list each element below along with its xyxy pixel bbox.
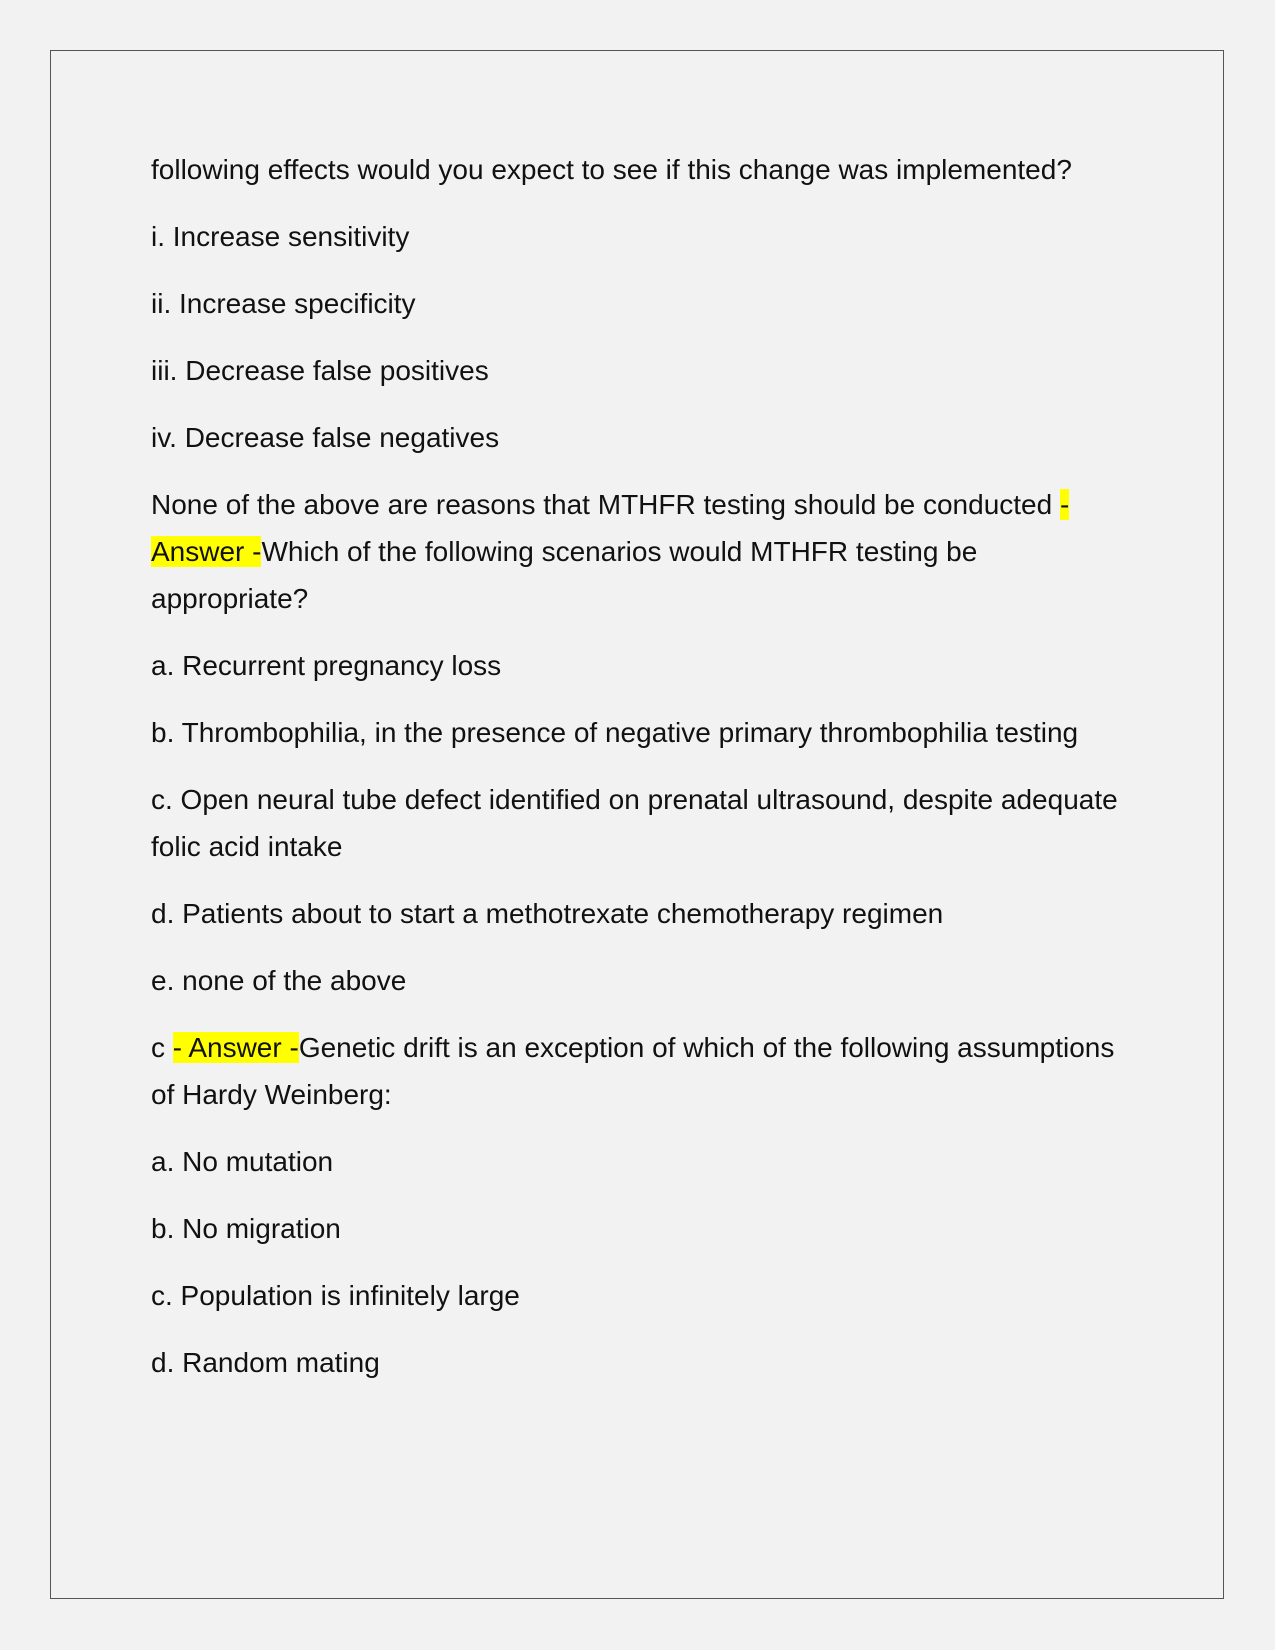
question-2-option-d: d. Patients about to start a methotrexate chemotherapy regimen xyxy=(151,898,944,929)
question-2-text: Which of the following scenarios would MTHFR testing be appropriate? xyxy=(151,536,978,614)
question-2-option-a: a. Recurrent pregnancy loss xyxy=(151,650,502,681)
question-1-option-iii: iii. Decrease false positives xyxy=(151,355,489,386)
document-body xyxy=(151,146,1141,1406)
question-3-option-c: c. Population is infinitely large xyxy=(151,1280,520,1311)
question-1-option-iv: iv. Decrease false negatives xyxy=(151,422,500,453)
question-3-text: Genetic drift is an exception of which of the following assumptions of Hardy Weinberg: xyxy=(151,1032,1115,1110)
answer-marker-highlight: - Answer - xyxy=(172,1032,299,1063)
answer-1-text: None of the above are reasons that MTHFR testing should be conducted xyxy=(151,489,1060,520)
answer-2-and-question-3 xyxy=(151,1024,1141,1118)
question-3-option-b: b. No migration xyxy=(151,1213,341,1244)
answer-1-and-question-2 xyxy=(151,481,1141,622)
question-3-option-a: a. No mutation xyxy=(151,1146,334,1177)
answer-2-text: c xyxy=(151,1032,173,1063)
question-2-option-c: c. Open neural tube defect identified on prenatal ultrasound, despite adequate folic acid intake xyxy=(151,784,1118,862)
answer-marker-highlight: - Answer - xyxy=(151,489,1070,567)
question-2-option-b: b. Thrombophilia, in the presence of negative primary thrombophilia testing xyxy=(151,717,1079,748)
question-3-option-d: d. Random mating xyxy=(151,1347,380,1378)
question-1-tail: following effects would you expect to see if this change was implemented? xyxy=(151,154,1072,185)
question-1-option-ii: ii. Increase specificity xyxy=(151,288,416,319)
question-1-option-i: i. Increase sensitivity xyxy=(151,221,410,252)
question-2-option-e: e. none of the above xyxy=(151,965,407,996)
